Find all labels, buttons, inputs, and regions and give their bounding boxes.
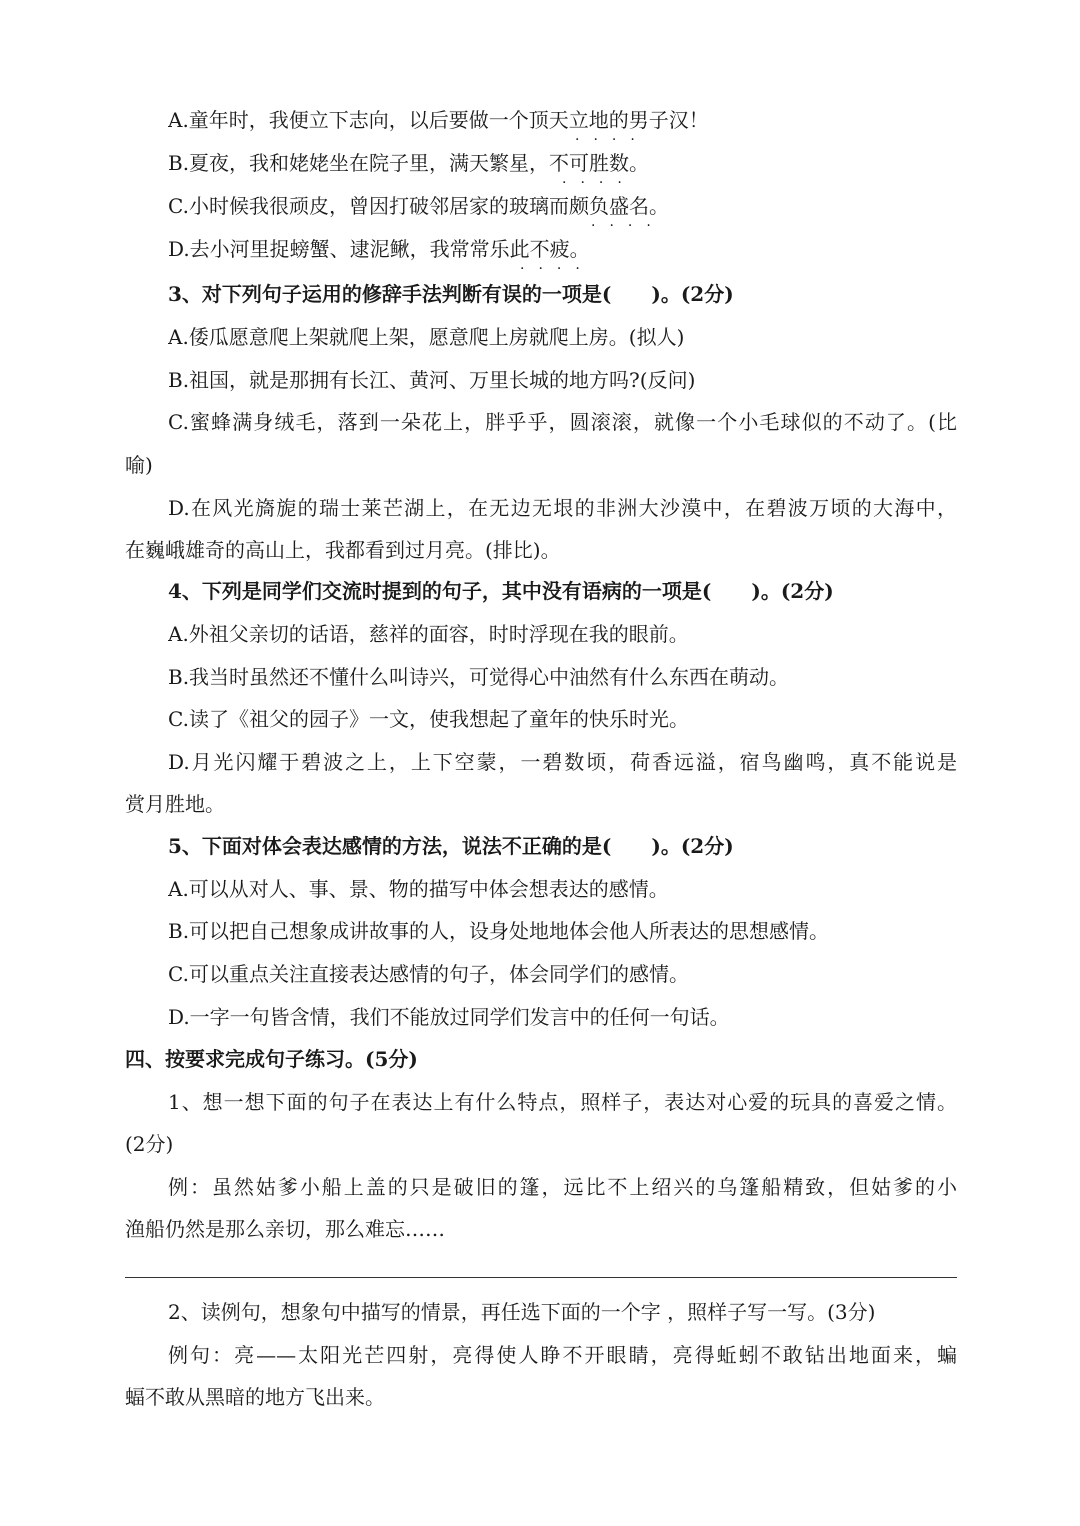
s4-example1-line1: 例：虽然姑爹小船上盖的只是破旧的篷，远比不上绍兴的乌篷船精致，但姑爹的小 [168, 1175, 957, 1199]
s4-q1-line2: (2分) [125, 1132, 174, 1156]
q5-option-b: B.可以把自己想象成讲故事的人，设身处地地体会他人所表达的思想感情。 [168, 919, 830, 943]
emphasis-dots: · · · · [520, 261, 580, 277]
q2-option-a: A.童年时，我便立下志向，以后要做一个顶天立地的男子汉！ [168, 108, 709, 132]
q4-option-a: A.外祖父亲切的话语，慈祥的面容，时时浮现在我的眼前。 [168, 622, 689, 646]
q3-title: 3、对下列句子运用的修辞手法判断有误的一项是( )。(2分) [168, 282, 734, 306]
q4-option-b: B.我当时虽然还不懂什么叫诗兴，可觉得心中油然有什么东西在萌动。 [168, 665, 790, 689]
q4-title: 4、下列是同学们交流时提到的句子，其中没有语病的一项是( )。(2分) [168, 579, 834, 603]
q2-option-c: C.小时候我很顽皮，曾因打破邻居家的玻璃而颇负盛名。 [168, 194, 669, 218]
q3-option-a: A.倭瓜愿意爬上架就爬上架，愿意爬上房就爬上房。(拟人) [168, 325, 685, 349]
s4-example2-line2: 蝠不敢从黑暗的地方飞出来。 [125, 1385, 385, 1409]
q5-option-a: A.可以从对人、事、景、物的描写中体会想表达的感情。 [168, 877, 669, 901]
q2-option-d: D.去小河里捉螃蟹、逮泥鳅，我常常乐此不疲。 [168, 237, 590, 261]
q3-option-d-line1: D.在风光旖旎的瑞士莱芒湖上，在无边无垠的非洲大沙漠中，在碧波万顷的大海中， [168, 496, 957, 520]
q2-option-b: B.夏夜，我和姥姥坐在院子里，满天繁星，不可胜数。 [168, 151, 650, 175]
section4-title: 四、按要求完成句子练习。(5分) [125, 1047, 418, 1071]
answer-line [125, 1277, 957, 1278]
q3-option-d-line2: 在巍峨雄奇的高山上，我都看到过月亮。(排比)。 [125, 538, 561, 562]
s4-example2-line1: 例句：亮——太阳光芒四射，亮得使人睁不开眼睛，亮得蚯蚓不敢钻出地面来，蝙 [168, 1343, 957, 1367]
q4-option-d-line1: D.月光闪耀于碧波之上，上下空蒙，一碧数顷，荷香远溢，宿鸟幽鸣，真不能说是 [168, 750, 957, 774]
q3-option-c-line2: 喻) [125, 453, 153, 477]
q4-option-c: C.读了《祖父的园子》一文，使我想起了童年的快乐时光。 [168, 707, 689, 731]
q5-option-d: D.一字一句皆含情，我们不能放过同学们发言中的任何一句话。 [168, 1005, 730, 1029]
s4-example1-line2: 渔船仍然是那么亲切，那么难忘…… [125, 1217, 445, 1241]
q5-title: 5、下面对体会表达感情的方法，说法不正确的是( )。(2分) [168, 834, 734, 858]
q5-option-c: C.可以重点关注直接表达感情的句子，体会同学们的感情。 [168, 962, 689, 986]
s4-q1-line1: 1、想一想下面的句子在表达上有什么特点，照样子，表达对心爱的玩具的喜爱之情。 [168, 1090, 957, 1114]
emphasis-dots: · · · · [591, 218, 651, 234]
emphasis-dots: · · · · [575, 132, 635, 148]
q3-option-c-line1: C.蜜蜂满身绒毛，落到一朵花上，胖乎乎，圆滚滚，就像一个小毛球似的不动了。(比 [168, 410, 957, 434]
emphasis-dots: · · · · [562, 175, 622, 191]
s4-q2: 2、读例句，想象句中描写的情景，再任选下面的一个字 ，照样子写一写。(3分) [168, 1300, 876, 1324]
q4-option-d-line2: 赏月胜地。 [125, 792, 225, 816]
q3-option-b: B.祖国，就是那拥有长江、黄河、万里长城的地方吗?(反问) [168, 368, 696, 392]
